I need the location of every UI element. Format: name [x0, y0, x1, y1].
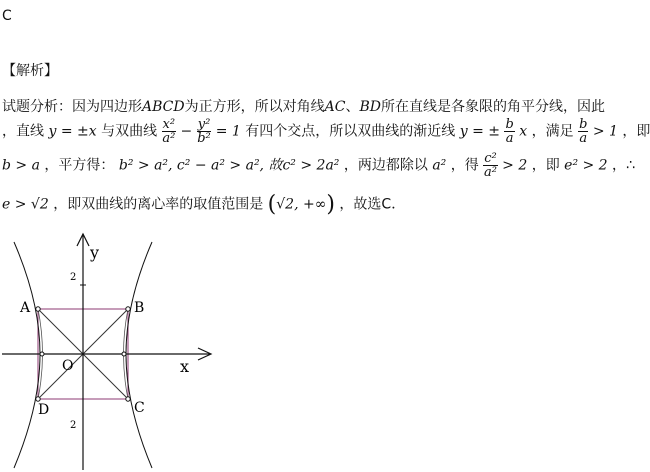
- math-asymptote-y: y = ±: [459, 123, 501, 140]
- analysis-line-2: [2, 118, 650, 145]
- text-segment: 、: [345, 99, 360, 115]
- math-ac: AC: [324, 99, 346, 115]
- math-eq-one: = 1: [215, 123, 241, 140]
- text-segment: ，两边都除以: [343, 157, 428, 174]
- label-y: y: [90, 243, 100, 262]
- label-d: D: [38, 402, 50, 418]
- right-paren: ): [326, 192, 335, 217]
- label-c: C: [134, 400, 145, 416]
- fraction-b-a: $\frac{b}{a}$: [505, 117, 514, 146]
- label-origin: O: [62, 358, 74, 374]
- text-segment: ，得: [450, 157, 479, 174]
- label-tick-2-bottom: 2: [70, 420, 77, 431]
- vertex-c-dot: [126, 397, 130, 401]
- text-segment: ，直线: [2, 123, 44, 140]
- fraction-b-a-2: $\frac{b}{a}$: [579, 117, 588, 146]
- math-b-gt-a: b > a: [2, 157, 40, 174]
- minus-sign: −: [180, 123, 193, 140]
- left-paren: (: [267, 192, 277, 217]
- vertex-mid-left-dot: [40, 352, 44, 356]
- analysis-heading: 【解析】: [2, 63, 58, 79]
- label-a: A: [20, 300, 31, 316]
- fraction-c2-a2: $\frac{\text{c²}}{\text{a²}}$: [483, 151, 497, 180]
- text-segment: ，平方得：: [44, 157, 115, 174]
- vertex-d-dot: [36, 397, 40, 401]
- fraction-x2-a2: $\frac{\text{x²}}{\text{a²}}$: [162, 117, 176, 146]
- text-segment: ，即: [622, 123, 650, 140]
- fraction-y2-b2: $\frac{\text{y²}}{\text{b²}}$: [197, 117, 211, 146]
- text-segment: 与双曲线: [101, 123, 158, 140]
- text-segment: 试题分析：因为四边形: [2, 99, 142, 115]
- hyperbola-right-branch: [126, 242, 152, 468]
- hyperbola-figure: [0, 232, 230, 472]
- math-bd: BD: [359, 99, 381, 115]
- text-segment: 有四个交点，所以双曲线的渐近线: [245, 123, 456, 140]
- label-b: B: [134, 300, 145, 316]
- math-range: √2, +∞: [276, 196, 327, 213]
- vertex-b-dot: [126, 307, 130, 311]
- text-segment: ，即双曲线的离心率的取值范围是: [53, 196, 264, 213]
- text-segment: ，故选C．: [339, 196, 406, 213]
- math-line-eq: y = ±x: [48, 123, 97, 140]
- math-abcd: ABCD: [142, 99, 185, 115]
- label-x: x: [180, 357, 190, 376]
- text-segment: 所在直线是各象限的角平分线，因此: [380, 99, 605, 115]
- math-e2-gt-2: e² > 2: [564, 157, 608, 174]
- analysis-line-3: [2, 152, 635, 179]
- answer-letter: C: [2, 8, 12, 24]
- vertex-a-dot: [36, 307, 40, 311]
- math-x: x: [519, 123, 528, 140]
- math-a2: a²: [432, 157, 447, 174]
- analysis-line-4: [2, 192, 405, 217]
- text-segment: ，即: [531, 157, 560, 174]
- math-gt-two: > 2: [502, 157, 528, 174]
- hyperbola-left-branch: [14, 242, 40, 468]
- text-segment: 为正方形，所以对角线: [184, 99, 325, 115]
- math-gt-one: > 1: [592, 123, 618, 140]
- label-tick-2-top: 2: [70, 272, 77, 283]
- analysis-line-1: [2, 96, 605, 116]
- math-square-ineq: b² > a², c² − a² > a², 故c² > 2a²: [118, 157, 340, 174]
- text-segment: ，满足: [531, 123, 574, 140]
- math-e-gt-root2: e > √2: [2, 196, 49, 213]
- text-segment: ，∴: [612, 157, 635, 174]
- vertex-mid-right-dot: [122, 352, 126, 356]
